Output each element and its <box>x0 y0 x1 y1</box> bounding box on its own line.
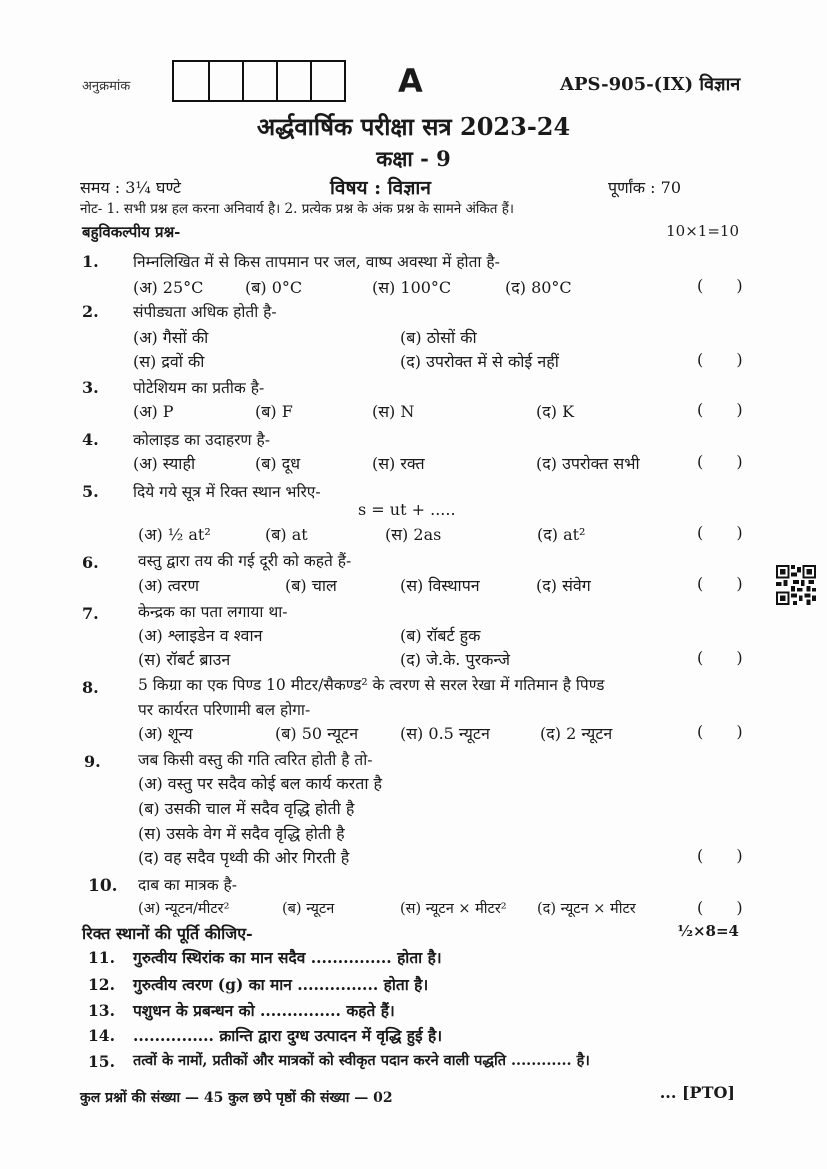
option-c: (स) द्रवों की <box>133 352 205 371</box>
answer-blank[interactable]: ( ) <box>697 452 757 471</box>
roll-number-boxes[interactable] <box>172 60 346 102</box>
option-a: (अ) श्लाइडेन व श्वान <box>138 626 263 645</box>
class-label: कक्षा - 9 <box>376 146 451 171</box>
question-number: 10. <box>88 876 118 896</box>
question-number: 8. <box>82 678 99 697</box>
option-b: (ब) न्यूटन <box>282 901 335 917</box>
fill-section-title: रिक्त स्थानों की पूर्ति कीजिए- <box>82 924 253 943</box>
roll-number-box[interactable] <box>208 62 242 100</box>
fill-question-text: ............... क्रान्ति द्वारा दुग्ध उत्पादन में वृद्धि हुई है। <box>133 1026 443 1045</box>
question-text: संपीड्यता अधिक होती है- <box>133 303 277 321</box>
fill-question-text: पशुधन के प्रबन्धन को ............... कहते हैं। <box>133 1001 395 1020</box>
question-text: दाब का मात्रक है- <box>138 876 238 894</box>
answer-blank[interactable]: ( ) <box>697 722 757 741</box>
option-d: (द) वह सदैव पृथ्वी की ओर गिरती है <box>138 848 350 867</box>
option-b: (ब) रॉबर्ट हुक <box>400 626 481 645</box>
option-d: (द) उपरोक्त में से कोई नहीं <box>400 352 559 371</box>
footer-question-count: कुल प्रश्नों की संख्या — 45 कुल छपे पृष्ठों की संख्या — 02 <box>80 1090 393 1106</box>
question-text: 5 किग्रा का एक पिण्ड 10 मीटर/सैकण्ड² के त्वरण से सरल रेखा में गतिमान है पिण्ड <box>138 676 605 694</box>
pto-indicator: ... [PTO] <box>659 1083 735 1102</box>
question-text: पोटेशियम का प्रतीक है- <box>133 379 265 397</box>
question-number: 11. <box>88 948 115 967</box>
fill-question-text: तत्वों के नामों, प्रतीकों और मात्रकों को स्वीकृत पदान करने वाली पद्धति ............ है। <box>133 1052 590 1069</box>
question-number: 7. <box>82 604 99 623</box>
question-text: वस्तु द्वारा तय की गई दूरी को कहते हैं- <box>138 552 352 570</box>
answer-blank[interactable]: ( ) <box>697 898 757 917</box>
option-b: (ब) चाल <box>285 576 337 595</box>
paper-code: APS-905-(IX) विज्ञान <box>560 74 741 95</box>
roll-number-box[interactable] <box>276 62 310 100</box>
option-c: (स) 2as <box>385 525 442 544</box>
option-c: (स) 100°C <box>372 278 452 297</box>
option-a: (अ) शून्य <box>138 724 193 743</box>
question-number: 2. <box>82 302 99 321</box>
option-d: (द) 2 न्यूटन <box>540 724 613 743</box>
option-c: (स) N <box>372 402 415 421</box>
option-a: (अ) गैसों की <box>133 328 209 347</box>
option-a: (अ) P <box>133 402 174 421</box>
option-d: (द) उपरोक्त सभी <box>536 454 640 473</box>
option-c: (स) रॉबर्ट ब्राउन <box>138 650 231 669</box>
question-number: 14. <box>88 1026 115 1045</box>
set-code: A <box>398 62 423 100</box>
option-b: (ब) at <box>265 525 308 544</box>
question-number: 9. <box>84 752 101 771</box>
option-d: (द) K <box>536 402 575 421</box>
option-a: (अ) त्वरण <box>138 576 200 595</box>
fill-section-marks: ½×8=4 <box>677 922 739 940</box>
formula: s = ut + ..... <box>358 500 456 519</box>
question-text: केन्द्रक का पता लगाया था- <box>138 603 288 621</box>
question-number: 1. <box>82 252 99 271</box>
option-b: (ब) 0°C <box>245 278 303 297</box>
question-number: 13. <box>88 1001 115 1020</box>
question-number: 3. <box>82 378 99 397</box>
answer-blank[interactable]: ( ) <box>697 523 757 542</box>
qr-code-icon <box>776 565 816 605</box>
roll-number-box[interactable] <box>310 62 344 100</box>
option-a: (अ) ½ at² <box>138 525 211 544</box>
fill-question-text: गुरुत्वीय स्थिरांक का मान सदैव ............... होता है। <box>133 948 442 967</box>
subject: विषय : विज्ञान <box>330 177 431 199</box>
option-d: (द) न्यूटन × मीटर <box>537 901 636 917</box>
option-c: (स) न्यूटन × मीटर² <box>400 901 507 917</box>
roll-number-label: अनुक्रमांक <box>82 79 131 94</box>
option-d: (द) संवेग <box>536 576 591 595</box>
answer-blank[interactable]: ( ) <box>697 846 757 865</box>
question-number: 4. <box>82 430 99 449</box>
option-d: (द) जे.के. पुरकन्जे <box>400 650 511 669</box>
roll-number-box[interactable] <box>174 62 208 100</box>
instructions-note: नोट- 1. सभी प्रश्न हल करना अनिवार्य है। 2. प्रत्येक प्रश्न के अंक प्रश्न के सामने अंकित हैं। <box>80 201 515 217</box>
max-marks: पूर्णांक : 70 <box>608 178 682 197</box>
question-text: कोलाइड का उदाहरण है- <box>133 431 271 449</box>
option-a: (अ) 25°C <box>133 278 204 297</box>
fill-question-text: गुरुत्वीय त्वरण (g) का मान ............... होता है। <box>133 975 429 994</box>
mcq-section-title: बहुविकल्पीय प्रश्न- <box>82 223 181 241</box>
option-a: (अ) स्याही <box>133 454 196 473</box>
answer-blank[interactable]: ( ) <box>697 276 757 295</box>
option-c: (स) रक्त <box>372 454 425 473</box>
option-d: (द) 80°C <box>505 278 572 297</box>
question-number: 5. <box>82 482 99 501</box>
question-text: जब किसी वस्तु की गति त्वरित होती है तो- <box>138 751 373 769</box>
option-d: (द) at² <box>537 525 586 544</box>
roll-number-box[interactable] <box>242 62 276 100</box>
option-c: (स) उसके वेग में सदैव वृद्धि होती है <box>138 824 345 843</box>
answer-blank[interactable]: ( ) <box>697 574 757 593</box>
option-a: (अ) वस्तु पर सदैव कोई बल कार्य करता है <box>138 774 383 793</box>
option-a: (अ) न्यूटन/मीटर² <box>138 901 230 917</box>
answer-blank[interactable]: ( ) <box>697 400 757 419</box>
time-duration: समय : 3¼ घण्टे <box>80 178 181 197</box>
answer-blank[interactable]: ( ) <box>697 350 757 369</box>
answer-blank[interactable]: ( ) <box>697 648 757 667</box>
exam-title: अर्द्धवार्षिक परीक्षा सत्र 2023-24 <box>256 112 571 141</box>
option-b: (ब) ठोसों की <box>400 328 477 347</box>
question-number: 12. <box>88 975 115 994</box>
question-text: निम्नलिखित में से किस तापमान पर जल, वाष्प अवस्था में होता है- <box>133 253 500 271</box>
question-text: दिये गये सूत्र में रिक्त स्थान भरिए- <box>133 483 321 501</box>
option-b: (ब) F <box>255 402 293 421</box>
option-b: (ब) दूध <box>255 454 301 473</box>
question-number: 15. <box>88 1052 115 1071</box>
question-text-continued: पर कार्यरत परिणामी बल होगा- <box>138 701 311 719</box>
option-b: (ब) उसकी चाल में सदैव वृद्धि होती है <box>138 799 355 818</box>
mcq-section-marks: 10×1=10 <box>666 222 739 240</box>
option-c: (स) 0.5 न्यूटन <box>400 724 490 743</box>
option-b: (ब) 50 न्यूटन <box>275 724 359 743</box>
option-c: (स) विस्थापन <box>400 576 480 595</box>
question-number: 6. <box>82 553 99 572</box>
